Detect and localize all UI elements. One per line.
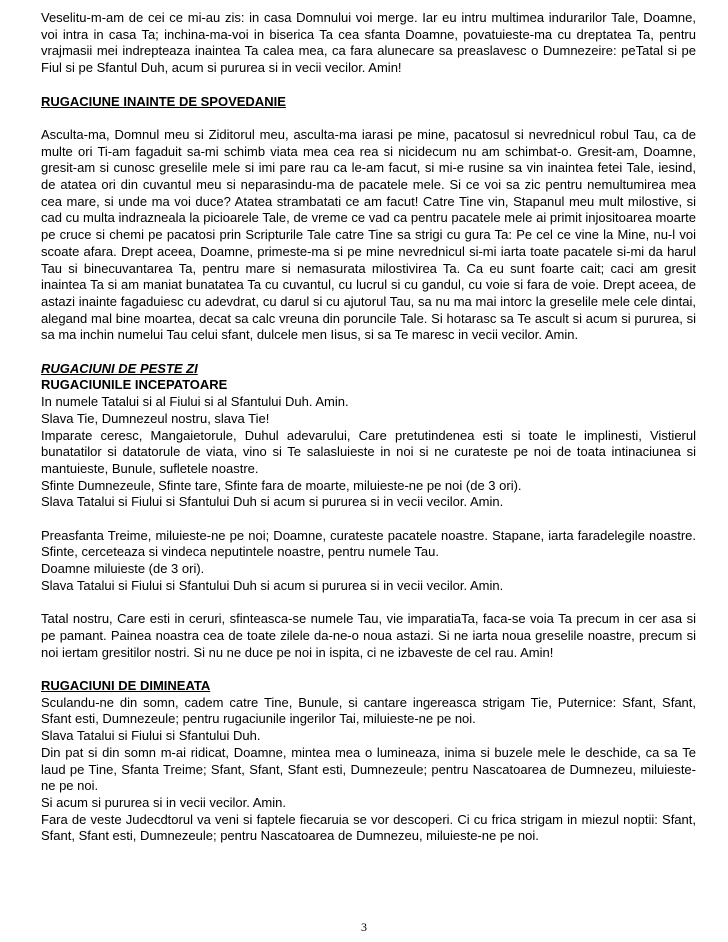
prayer-line: Sfinte Dumnezeule, Sfinte tare, Sfinte fara de moarte, miluieste-ne pe noi (de 3 ori). [41, 477, 522, 493]
prayer-line: In numele Tatalui si al Fiului si al Sfantului Duh. Amin. [41, 394, 349, 410]
prayer-line: Slava Tatalui si Fiului si Sfantului Duh. [41, 728, 261, 744]
prayer-line: Doamne miluieste (de 3 ori). [41, 561, 205, 577]
spovedanie-heading: RUGACIUNE INAINTE DE SPOVEDANIE [41, 93, 286, 109]
spovedanie-paragraph: Asculta-ma, Domnul meu si Ziditorul meu, asculta-ma iarasi pe mine, pacatosul si nevrednicul robul Tau, ca de multe ori Ti-am fagaduit sa-mi schimb viata mea cea rea si nicidecum nu am schimbat-o. Gresit-am, Doamne, gresit-am si cunosc greselile mele si imi pare rau ca le-am facut, si mi-e rusine sa vin inaintea fetei Tale, iesind, de atatea ori din cuvantul meu si neparasindu-ma de pacatele mele. Si ce voi sa zic pentru nemultumirea mea cea mare, si unde ma voi duce? Atatea strambatati ce am facut! Catre Tine vin, Stapanul meu mult milostive, si cad cu multa indrazneala la picioarele Tale, de vreme ce vad ca pentru pacatele mele ai primit injositoarea moarte pe cruce si chemi pe pacatosi prin Scripturile Tale catre Tine sa strigi cu gura Ta: Pe cel ce vine la Mine, nu-l voi scoate afara. Drept aceea, Doamne, primeste-ma si pe mine nevrednicul si-mi iarta toate pacatele si-mi da harul Tau si binecuvantarea Ta, pentru mare si nemasurata milostivirea Ta. Ca eu sunt foarte cait; caci am gresit inaintea Ta si am maniat bunatatea Ta cu cuvantul, cu lucrul si cu gandul, cu voie si fara de voie. Drept aceea, de astazi inainte fagaduiesc cu adevdrat, cu darul si cu ajutorul Tau, sa nu ma mai intorc la greselile mele cele dintai, alegand mal bine moartea, decat sa calc vreuna din poruncile Tale. Si hotarasc sa Te ascult si acum si pururea, si sa ma inchin numelui Tau celui sfant, dulcele men Iisus, si sa Te maresc in vecii vecilor. Amin. [41, 126, 696, 343]
prayer-line: Slava Tatalui si Fiului si Sfantului Duh si acum si pururea si in vecii vecilor. Amin. [41, 494, 504, 510]
document-page [41, 10, 696, 845]
prayer-line: Slava Tatalui si Fiului si Sfantului Duh si acum si pururea si in vecii vecilor. Amin. [41, 577, 504, 593]
page-number: 3 [361, 920, 367, 934]
prayer-line: Preasfanta Treime, miluieste-ne pe noi; Doamne, curateste pacatele noastre. Stapane, iarta faradelegile noastre. Sfinte, cerceteaza si vindeca neputintele noastre, pentru numele Tau. [41, 527, 696, 560]
tatal-nostru-paragraph: Tatal nostru, Care esti in ceruri, sfinteasca-se numele Tau, vie imparatiaTa, faca-se voia Ta precum in cer asa si pe pamant. Painea noastra cea de toate zilele da-ne-o noua astazi. Si ne iarta noua greselile noastre, precum si noi iertam gresitilor nostri. Si nu ne duce pe noi in ispita, ci ne izbaveste de cel rau. Amin! [41, 611, 696, 660]
prayer-line: Imparate ceresc, Mangaietorule, Duhul adevarului, Care pretutindenea esti si toate le implinesti, Vistierul bunatatilor si datatorule de viata, vino si Te salasluieste in noi si ne curateste pe noi de toata intinaciunea si mantuieste, Bunule, sufletele noastre. [41, 427, 696, 476]
prayer-line: Fara de veste Judecdtorul va veni si faptele fiecaruia se vor descoperi. Ci cu frica strigam in miezul noptii: Sfant, Sfant, Sfant esti, Dumnezeule; pentru Nascatoarea de Dumnezeu, miluieste-ne pe noi. [41, 811, 696, 844]
prayer-line: Si acum si pururea si in vecii vecilor. Amin. [41, 794, 286, 810]
peste-zi-heading: RUGACIUNI DE PESTE ZI [41, 360, 198, 376]
prayer-line: Sculandu-ne din somn, cadem catre Tine, Bunule, si cantare ingereasca strigam Tie, Puternice: Sfant, Sfant, Sfant esti, Dumnezeule; pentru rugaciunile ingerilor Tai, miluieste-ne pe noi. [41, 694, 696, 727]
prayer-line: Din pat si din somn m-ai ridicat, Doamne, mintea mea o lumineaza, inima si buzele mele le deschide, ca sa Te laud pe Tine, Sfanta Treime; Sfant, Sfant, Sfant esti, Dumnezeule; pentru Nascatoarea de Dumnezeu, miluieste-ne pe noi. [41, 744, 696, 794]
dimineata-heading: RUGACIUNI DE DIMINEATA [41, 678, 211, 694]
incepatoare-subheading: RUGACIUNILE INCEPATOARE [41, 377, 228, 393]
intro-paragraph: Veselitu-m-am de cei ce mi-au zis: in casa Domnului voi merge. Iar eu intru multimea indurarilor Tale, Doamne, voi intra in casa Ta; inchina-ma-voi in biserica Ta cea sfanta Doamne, povatuieste-ma cu dreptatea Ta, pentru vrajmasii mei indrepteaza inaintea Ta calea mea, ca fara alunecare sa preaslavesc o Dumnezeire: peTatal si pe Fiul si pe Sfantul Duh, acum si pururea si in vecii vecilor. Amin! [41, 10, 696, 76]
prayer-line: Slava Tie, Dumnezeul nostru, slava Tie! [41, 410, 270, 426]
